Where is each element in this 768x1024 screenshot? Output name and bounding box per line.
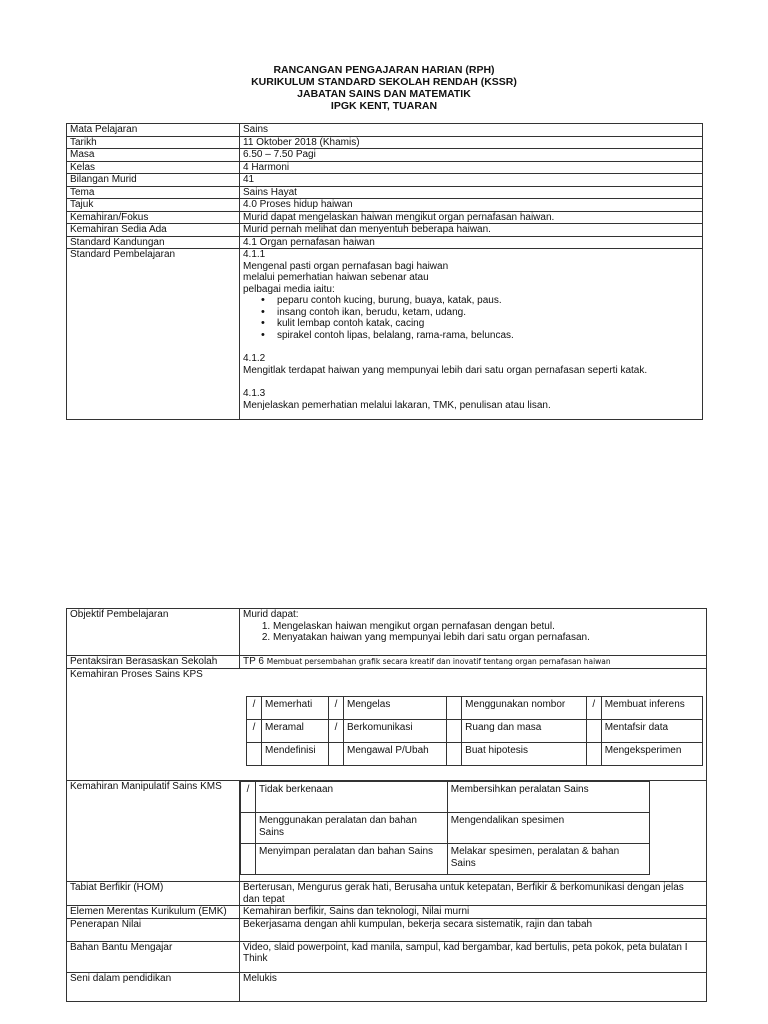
list-item: • kulit lembap contoh katak, cacing — [261, 318, 699, 330]
row-label: Kemahiran Proses Sains KPS — [70, 668, 203, 680]
table-row — [67, 249, 703, 420]
row-value: 4 Harmoni — [240, 161, 703, 174]
row-value: Murid dapat mengelaskan haiwan mengikut organ pernafasan haiwan. — [240, 211, 703, 224]
header-department: JABATAN SAINS DAN MATEMATIK — [297, 88, 471, 100]
tp-description: Membuat persembahan grafik secara kreatif dan inovatif tentang organ pernafasan haiwan — [266, 657, 611, 666]
kms-item: Tidak berkenaan — [256, 782, 448, 813]
kps-item: Menggunakan nombor — [462, 697, 587, 720]
objektif-intro: Murid dapat: — [243, 609, 299, 620]
row-label: Standard Kandungan — [67, 236, 240, 249]
table-row — [67, 124, 703, 137]
kms-item: Membersihkan peralatan Sains — [447, 782, 649, 813]
table-row — [241, 813, 650, 844]
table-row — [67, 174, 703, 187]
sp-text-1a: Mengenal pasti organ pernafasan bagi haiwan — [243, 260, 449, 272]
lesson-info-table — [66, 123, 703, 420]
table-row — [241, 844, 650, 875]
kps-item: Meramal — [262, 720, 329, 743]
kms-item: Melakar spesimen, peralatan & bahan Sains — [447, 844, 649, 875]
row-label: Bahan Bantu Mengajar — [67, 941, 240, 972]
row-value: Murid pernah melihat dan menyentuh beberapa haiwan. — [240, 224, 703, 237]
pbs-cell — [240, 656, 707, 669]
kps-item: Mentafsir data — [601, 720, 702, 743]
sp-text-1b: melalui pemerhatian haiwan sebenar atau — [243, 272, 429, 283]
row-label: Kemahiran/Fokus — [67, 211, 240, 224]
kps-item: Memerhati — [262, 697, 329, 720]
check-mark[interactable] — [447, 743, 462, 766]
row-value: Video, slaid powerpoint, kad manila, sampul, kad bergambar, kad bertulis, peta pokok, peta bulatan I Think — [240, 941, 707, 972]
kps-item: Ruang dan masa — [462, 720, 587, 743]
table-row — [67, 186, 703, 199]
check-mark[interactable] — [586, 720, 601, 743]
table-row — [67, 236, 703, 249]
objektif-list — [243, 621, 703, 644]
sp-text-2: Mengitlak terdapat haiwan yang mempunyai lebih dari satu organ pernafasan seperti katak. — [243, 364, 648, 376]
check-mark[interactable]: / — [328, 697, 343, 720]
row-label: Tabiat Berfikir (HOM) — [67, 882, 240, 906]
row-label: Tajuk — [67, 199, 240, 212]
list-item: • insang contoh ikan, berudu, ketam, udang. — [261, 307, 699, 319]
row-value: 4.0 Proses hidup haiwan — [240, 199, 703, 212]
row-label: Mata Pelajaran — [67, 124, 240, 137]
kps-item: Mengeksperimen — [601, 743, 702, 766]
table-row — [67, 656, 707, 669]
objektif-cell — [240, 609, 707, 656]
row-label: Tema — [67, 186, 240, 199]
sp-code-3: 4.1.3 — [243, 388, 266, 399]
kms-item: Mengendalikan spesimen — [447, 813, 649, 844]
kps-item: Mengelas — [343, 697, 446, 720]
row-value: 41 — [240, 174, 703, 187]
check-mark[interactable] — [328, 743, 343, 766]
table-row — [67, 199, 703, 212]
table-row — [67, 781, 707, 882]
row-label: Standard Pembelajaran — [67, 249, 240, 420]
row-label: Kemahiran Sedia Ada — [67, 224, 240, 237]
sp-code-1: 4.1.1 — [243, 249, 266, 260]
row-label: Seni dalam pendidikan — [67, 972, 240, 1001]
table-row — [67, 161, 703, 174]
row-value: 6.50 – 7.50 Pagi — [240, 149, 703, 162]
row-value: Kemahiran berfikir, Sains dan teknologi, Nilai murni — [240, 906, 707, 919]
kps-item: Mengawal P/Ubah — [343, 743, 446, 766]
sp-text-1c: pelbagai media iaitu: — [243, 283, 335, 295]
kms-grid — [240, 781, 650, 875]
table-row — [67, 906, 707, 919]
row-label: Objektif Pembelajaran — [67, 609, 240, 656]
list-item: • peparu contoh kucing, burung, buaya, katak, paus. — [261, 295, 699, 307]
kps-item: Buat hipotesis — [462, 743, 587, 766]
check-mark[interactable]: / — [247, 720, 262, 743]
tp-level: TP 6 — [243, 656, 264, 667]
row-value: Sains Hayat — [240, 186, 703, 199]
kps-grid — [246, 696, 703, 766]
document-header — [0, 64, 768, 112]
check-mark[interactable] — [447, 697, 462, 720]
kms-item: Menyimpan peralatan dan bahan Sains — [256, 844, 448, 875]
header-title: RANCANGAN PENGAJARAN HARIAN (RPH) — [273, 64, 495, 76]
table-row — [67, 136, 703, 149]
header-curriculum: KURIKULUM STANDARD SEKOLAH RENDAH (KSSR) — [251, 76, 517, 88]
kps-item: Membuat inferens — [601, 697, 702, 720]
row-label: Penerapan Nilai — [67, 918, 240, 941]
kps-item: Mendefinisi — [262, 743, 329, 766]
check-mark[interactable] — [241, 844, 256, 875]
table-row — [67, 941, 707, 972]
row-label: Pentaksiran Berasaskan Sekolah — [67, 656, 240, 669]
kps-cell — [67, 668, 707, 781]
sp-bullet-list — [243, 295, 699, 341]
table-row — [67, 668, 707, 781]
table-row — [67, 918, 707, 941]
check-mark[interactable] — [447, 720, 462, 743]
table-row — [67, 972, 707, 1001]
lesson-plan-table — [66, 608, 707, 1002]
row-value: Berterusan, Mengurus gerak hati, Berusaha untuk ketepatan, Berfikir & berkomunikasi dengan jelas dan tepat — [240, 882, 707, 906]
standard-pembelajaran-cell — [240, 249, 703, 420]
row-value: Melukis — [240, 972, 707, 1001]
kms-item: Menggunakan peralatan dan bahan Sains — [256, 813, 448, 844]
list-item: • spirakel contoh lipas, belalang, rama-rama, beluncas. — [261, 330, 699, 342]
kps-item: Berkomunikasi — [343, 720, 446, 743]
row-value: 11 Oktober 2018 (Khamis) — [240, 136, 703, 149]
list-item: 1. Mengelaskan haiwan mengikut organ pernafasan dengan betul. — [273, 621, 703, 633]
check-mark[interactable] — [586, 743, 601, 766]
sp-text-3: Menjelaskan pemerhatian melalui lakaran, TMK, penulisan atau lisan. — [243, 399, 551, 411]
check-mark[interactable]: / — [247, 697, 262, 720]
row-label: Tarikh — [67, 136, 240, 149]
list-item: 2. Menyatakan haiwan yang mempunyai lebih dari satu organ pernafasan. — [273, 632, 703, 644]
kms-cell — [240, 781, 707, 882]
row-label: Masa — [67, 149, 240, 162]
row-label: Kelas — [67, 161, 240, 174]
table-row — [241, 782, 650, 813]
row-value: Bekerjasama dengan ahli kumpulan, bekerja secara sistematik, rajin dan tabah — [240, 918, 707, 941]
check-mark[interactable] — [247, 743, 262, 766]
table-row — [247, 697, 703, 720]
table-row — [67, 224, 703, 237]
table-row — [67, 882, 707, 906]
table-row — [67, 211, 703, 224]
check-mark[interactable]: / — [328, 720, 343, 743]
sp-code-2: 4.1.2 — [243, 353, 266, 364]
row-label: Bilangan Murid — [67, 174, 240, 187]
table-row — [247, 720, 703, 743]
check-mark[interactable]: / — [586, 697, 601, 720]
table-row — [247, 743, 703, 766]
header-institution: IPGK KENT, TUARAN — [330, 100, 438, 112]
table-row — [67, 149, 703, 162]
row-value: 4.1 Organ pernafasan haiwan — [240, 236, 703, 249]
table-row — [67, 609, 707, 656]
row-value: Sains — [240, 124, 703, 137]
row-label: Kemahiran Manipulatif Sains KMS — [67, 781, 240, 882]
check-mark[interactable] — [241, 813, 256, 844]
row-label: Elemen Merentas Kurikulum (EMK) — [67, 906, 240, 919]
check-mark[interactable]: / — [241, 782, 256, 813]
